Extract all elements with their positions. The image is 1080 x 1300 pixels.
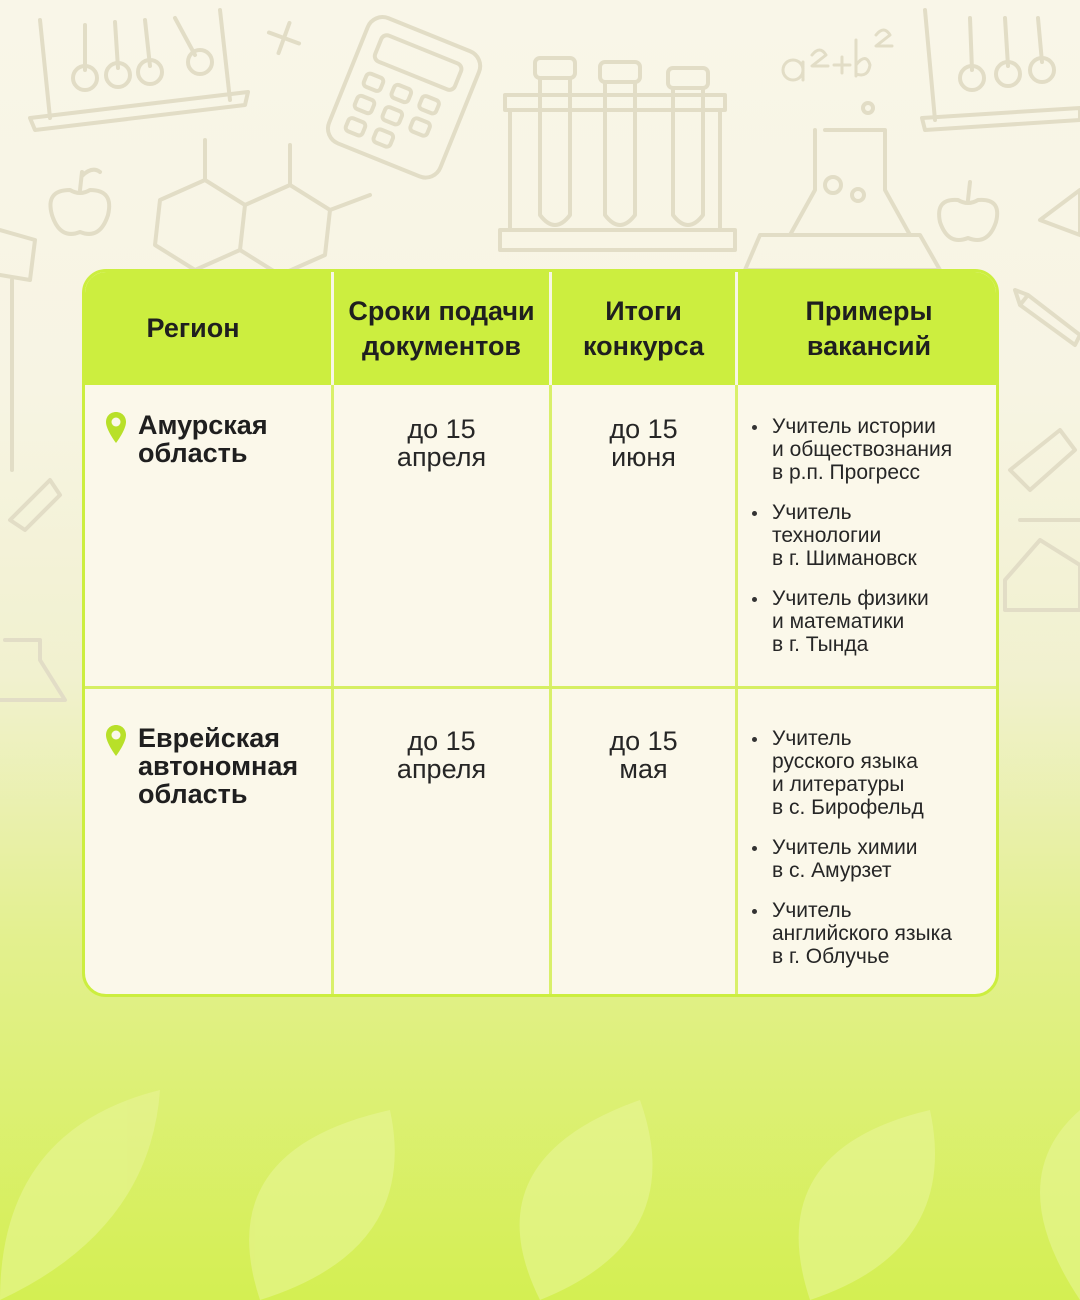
bullet [752,511,757,516]
region-name: Еврейская автономная область [138,723,299,809]
beaker-icon [745,103,940,270]
vacancy-text: Учитель технологии в г. Шимановск [772,501,917,570]
vacancies-table [82,269,999,997]
deadline-value: до 15 апреля [396,414,487,472]
row-divider [85,686,996,689]
results-value: до 15 мая [609,726,678,784]
vacancy-item [752,727,997,819]
vacancy-text: Учитель физики и математики в г. Тында [772,587,929,656]
leaf-pattern [0,1090,1080,1300]
vacancy-text: Учитель русского языка и литературы в с. Бирофельд [772,727,924,819]
region-name: Амурская область [138,410,268,468]
location-pin-icon [105,724,127,758]
flask-icon [0,640,65,700]
vacancy-text: Учитель истории и обществознания в р.п. Прогресс [772,415,953,484]
header-vacancies: Примеры вакансий [805,295,933,361]
results-value: до 15 июня [609,414,678,472]
vacancy-item [752,899,997,968]
apple-icon [939,182,997,240]
bullet [752,737,757,742]
header-deadline: Сроки подачи документов [348,295,535,361]
test-tubes-icon [500,58,735,250]
bullet [752,909,757,914]
apple-icon [50,170,109,234]
microscope-icon [1010,430,1080,520]
vacancy-text: Учитель химии в с. Амурзет [772,836,918,882]
newtons-cradle-icon [922,10,1080,130]
vacancy-item [752,587,992,656]
vacancy-list [752,415,992,673]
formula-icon [783,30,892,80]
vacancy-list [752,727,997,985]
vacancy-item [752,415,992,484]
vacancy-item [752,836,997,882]
bullet [752,425,757,430]
molecule-icon [155,140,370,275]
deadline-value: до 15 апреля [396,726,487,784]
stand-icon [0,230,35,280]
table-row-region [105,411,325,467]
bullet [752,846,757,851]
table-row-region [105,724,325,808]
plus-icon [263,17,304,58]
header-region: Регион [146,313,240,343]
vacancy-text: Учитель английского языка в г. Облучье [772,899,952,968]
header-results: Итоги конкурса [583,295,704,361]
newtons-cradle-icon [30,10,248,130]
calculator-icon [323,12,485,182]
vacancy-item [752,501,992,570]
bullet [752,597,757,602]
location-pin-icon [105,411,127,445]
pencil-icon [1015,290,1080,345]
